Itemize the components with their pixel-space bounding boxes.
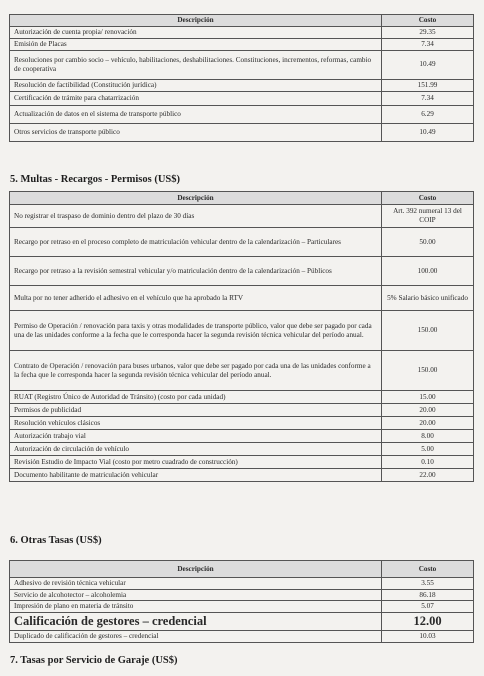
row-description: Contrato de Operación / renovación para buses urbanos, valor que debe ser pagado por cada una de las unidades conforme a la fecha que le corresponda hacer la segunda revisión técnica vehicular del período anual. — [10, 351, 382, 391]
row-description: Resoluciones por cambio socio – vehículo, habilitaciones, deshabilitaciones. Constituciones, incrementos, reformas, cambio de cooperativa — [10, 50, 382, 79]
table-row — [10, 228, 474, 257]
row-description: Autorización de circulación de vehículo — [10, 443, 382, 456]
table-row — [10, 589, 474, 601]
row-description: Adhesivo de revisión técnica vehicular — [10, 578, 382, 590]
row-description: Permiso de Operación / renovación para taxis y otras modalidades de transporte público, valor que debe ser pagado por cada una de las unidades conforme a la fecha que le corresponda hacer la segunda revisión técnica vehicular del período anual. — [10, 311, 382, 351]
row-description: Multa por no tener adherido el adhesivo en el vehículo que ha aprobado la RTV — [10, 286, 382, 311]
row-cost: 6.29 — [382, 105, 474, 123]
row-description: No registrar el traspaso de dominio dentro del plazo de 30 días — [10, 205, 382, 228]
table-row — [10, 443, 474, 456]
table-row — [10, 38, 474, 50]
table-row — [10, 417, 474, 430]
row-cost: 20.00 — [382, 404, 474, 417]
table-header-row — [10, 192, 474, 205]
table-row — [10, 123, 474, 141]
row-cost: 86.18 — [382, 589, 474, 601]
row-description: Autorización de cuenta propia/ renovación — [10, 26, 382, 38]
services-fee-table — [9, 14, 474, 142]
row-cost: 100.00 — [382, 257, 474, 286]
other-fees-table — [9, 560, 474, 643]
row-description: Otros servicios de transporte público — [10, 123, 382, 141]
row-description: Autorización trabajo vial — [10, 430, 382, 443]
row-description: Calificación de gestores – credencial — [10, 612, 382, 630]
cost-header: Costo — [382, 192, 474, 205]
row-description: Recargo por retraso en el proceso completo de matriculación vehicular dentro de la calendarización – Particulares — [10, 228, 382, 257]
cost-header: Costo — [382, 561, 474, 578]
section-7-heading: 7. Tasas por Servicio de Garaje (US$) — [10, 655, 178, 666]
row-description: Actualización de datos en el sistema de transporte público — [10, 105, 382, 123]
table-row — [10, 630, 474, 642]
row-cost: 3.55 — [382, 578, 474, 590]
section-6-heading: 6. Otras Tasas (US$) — [10, 535, 102, 546]
row-cost: 10.03 — [382, 630, 474, 642]
cost-header: Costo — [382, 15, 474, 27]
table-row — [10, 404, 474, 417]
row-cost: 10.49 — [382, 123, 474, 141]
table-row — [10, 26, 474, 38]
row-cost: 7.34 — [382, 38, 474, 50]
row-description: Duplicado de calificación de gestores – credencial — [10, 630, 382, 642]
table-row — [10, 91, 474, 105]
row-cost: 8.00 — [382, 430, 474, 443]
row-cost: 50.00 — [382, 228, 474, 257]
table-row — [10, 257, 474, 286]
row-description: Servicio de alcohotector – alcoholemia — [10, 589, 382, 601]
row-cost: 5% Salario básico unificado — [382, 286, 474, 311]
row-description: RUAT (Registro Único de Autoridad de Tránsito) (costo por cada unidad) — [10, 391, 382, 404]
row-cost: 0.10 — [382, 456, 474, 469]
row-cost: 20.00 — [382, 417, 474, 430]
description-header: Descripción — [10, 192, 382, 205]
table-row — [10, 601, 474, 613]
row-cost: 10.49 — [382, 50, 474, 79]
description-header: Descripción — [10, 15, 382, 27]
table-header-row — [10, 561, 474, 578]
table-row — [10, 456, 474, 469]
table-row — [10, 612, 474, 630]
row-description: Emisión de Placas — [10, 38, 382, 50]
table-row — [10, 469, 474, 482]
table-row — [10, 430, 474, 443]
row-cost: 151.99 — [382, 79, 474, 91]
table-row — [10, 205, 474, 228]
row-cost: 15.00 — [382, 391, 474, 404]
table-row — [10, 105, 474, 123]
row-cost: 7.34 — [382, 91, 474, 105]
row-cost: 12.00 — [382, 612, 474, 630]
row-description: Revisión Estudio de Impacto Vial (costo por metro cuadrado de construcción) — [10, 456, 382, 469]
row-cost: 22.00 — [382, 469, 474, 482]
row-description: Resolución vehículos clásicos — [10, 417, 382, 430]
table-row — [10, 578, 474, 590]
row-cost: 5.00 — [382, 443, 474, 456]
row-description: Recargo por retraso a la revisión semestral vehicular y/o matriculación dentro de la calendarización – Públicos — [10, 257, 382, 286]
table-header-row — [10, 15, 474, 27]
row-description: Impresión de plano en materia de tránsito — [10, 601, 382, 613]
table-row — [10, 311, 474, 351]
row-cost: Art. 392 numeral 13 del COIP — [382, 205, 474, 228]
table-row — [10, 351, 474, 391]
description-header: Descripción — [10, 561, 382, 578]
fines-permits-table — [9, 191, 474, 482]
row-description: Permisos de publicidad — [10, 404, 382, 417]
table-row — [10, 391, 474, 404]
section-5-heading: 5. Multas - Recargos - Permisos (US$) — [10, 174, 181, 185]
row-description: Resolución de factibilidad (Constitución jurídica) — [10, 79, 382, 91]
row-cost: 5.07 — [382, 601, 474, 613]
table-row — [10, 79, 474, 91]
table-row — [10, 50, 474, 79]
row-cost: 150.00 — [382, 311, 474, 351]
row-cost: 150.00 — [382, 351, 474, 391]
row-cost: 29.35 — [382, 26, 474, 38]
row-description: Certificación de trámite para chatarrización — [10, 91, 382, 105]
row-description: Documento habilitante de matriculación vehicular — [10, 469, 382, 482]
table-row — [10, 286, 474, 311]
